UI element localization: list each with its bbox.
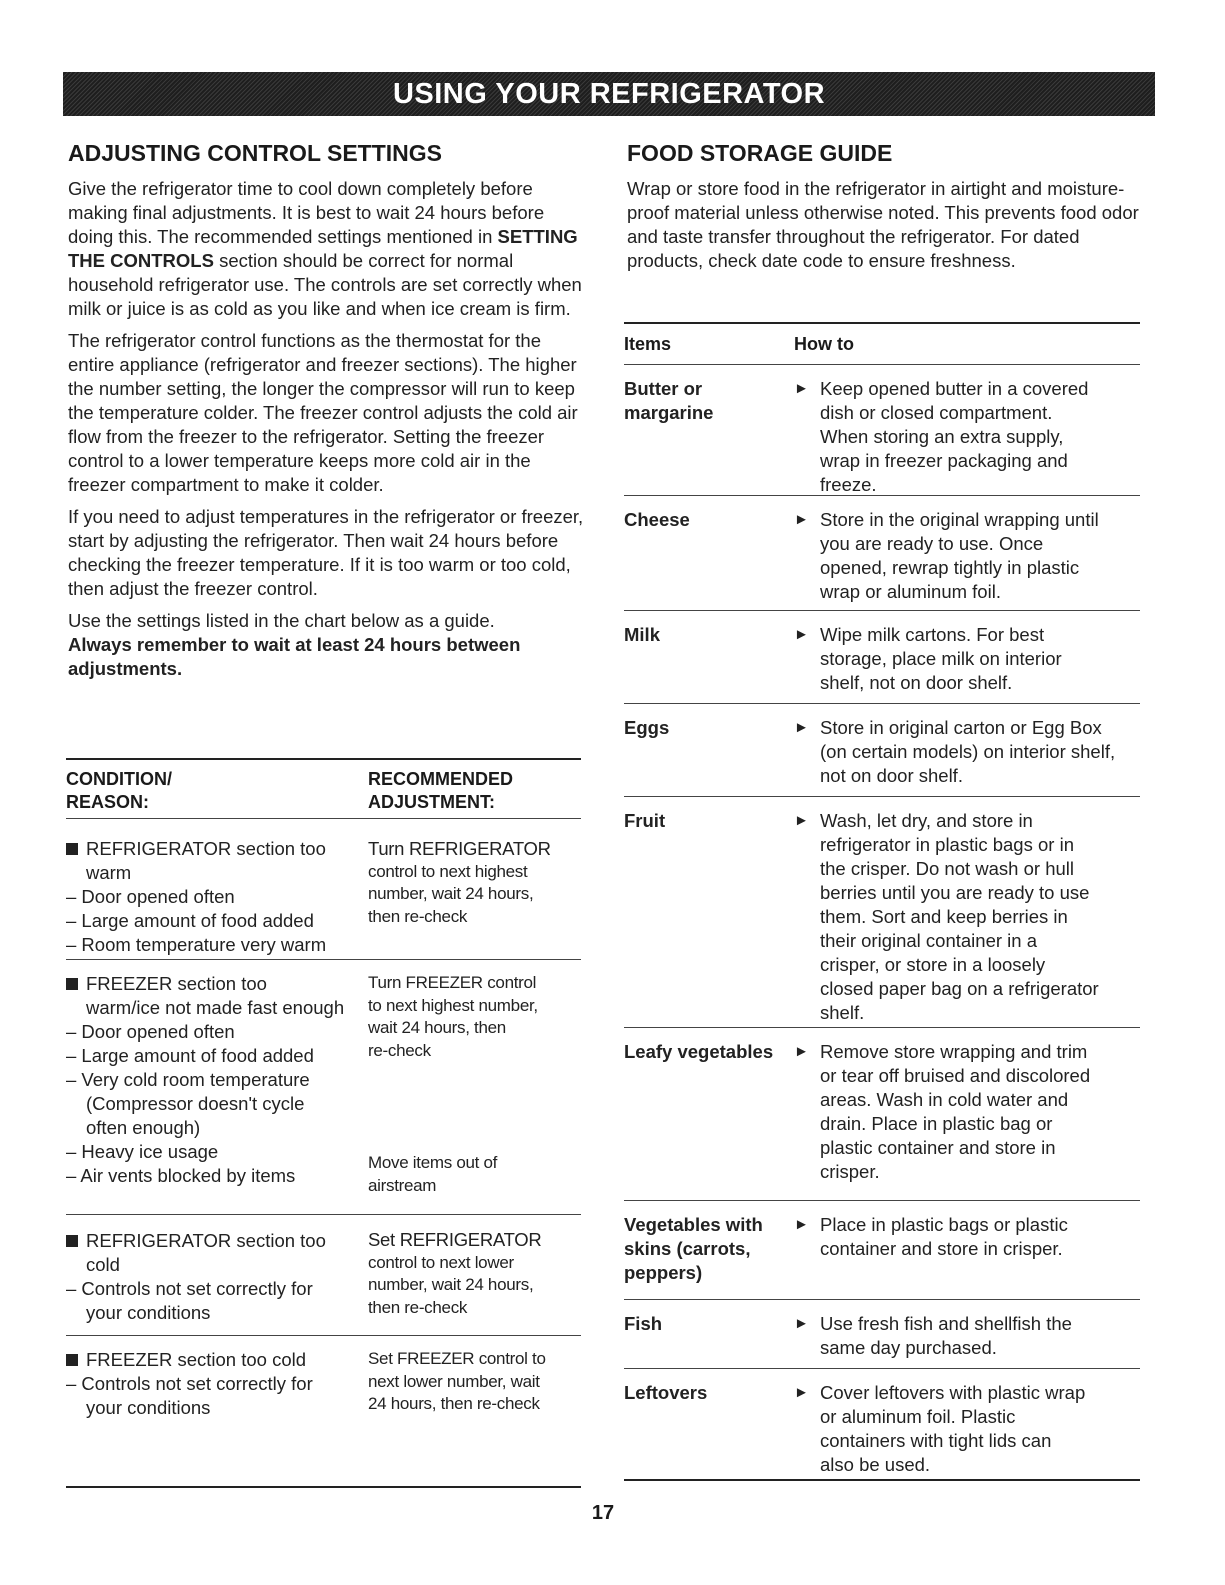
howto-line: Store in the original wrapping until bbox=[820, 509, 1099, 530]
storage-item-line: peppers) bbox=[624, 1262, 703, 1283]
howto-line: same day purchased. bbox=[820, 1337, 997, 1358]
howto-line: dish or closed compartment. bbox=[820, 402, 1053, 423]
howto-line: the crisper. Do not wash or hull bbox=[820, 858, 1074, 879]
howto-line: berries until you are ready to use bbox=[820, 882, 1090, 903]
storage-item bbox=[624, 377, 794, 495]
table-row bbox=[624, 611, 1140, 703]
control-table-header bbox=[66, 760, 581, 818]
page-number: 17 bbox=[591, 1502, 615, 1524]
header-condition-line1: CONDITION/ bbox=[66, 769, 172, 789]
arrow-bullet-icon: ► bbox=[794, 626, 809, 643]
howto-line: you are ready to use. Once bbox=[820, 533, 1044, 554]
adjusting-paragraph-3: If you need to adjust temperatures in the refrigerator or freezer, start by adjusting the refrigerator. Then wait 24 hours before checking the freezer temperature. If it is too warm or too cold, then adjust the freezer control. bbox=[68, 506, 584, 599]
storage-item bbox=[624, 508, 794, 610]
storage-table-header bbox=[624, 324, 1140, 364]
howto-line: Wipe milk cartons. For best bbox=[820, 624, 1045, 645]
howto-line: closed paper bag on a refrigerator bbox=[820, 978, 1099, 999]
adjustment-line: to next highest number, bbox=[368, 995, 538, 1015]
storage-howto bbox=[820, 623, 1140, 703]
howto-line: storage, place milk on interior bbox=[820, 648, 1062, 669]
condition-line: – Air vents blocked by items bbox=[66, 1165, 296, 1186]
header-adjustment bbox=[368, 768, 581, 818]
arrow-bullet-icon: ► bbox=[794, 1216, 809, 1233]
howto-line: also be used. bbox=[820, 1454, 931, 1475]
howto-line: drain. Place in plastic bag or bbox=[820, 1113, 1053, 1134]
howto-line: plastic container and store in bbox=[820, 1137, 1056, 1158]
condition-cell bbox=[66, 972, 368, 1214]
bullet-square-icon bbox=[66, 843, 78, 855]
arrow-bullet-icon: ► bbox=[794, 719, 809, 736]
p1-text-b: section should be correct for normal household refrigerator use. The controls are set correctly when milk or juice is as cold as you like and when ice cream is firm. bbox=[68, 250, 582, 319]
storage-howto bbox=[820, 1213, 1140, 1299]
howto-line: areas. Wash in cold water and bbox=[820, 1089, 1069, 1110]
storage-item-line: Butter or bbox=[624, 378, 703, 399]
table-row bbox=[624, 496, 1140, 610]
row-divider bbox=[624, 1479, 1140, 1481]
storage-item-line: skins (carrots, bbox=[624, 1238, 751, 1259]
condition-line: – Room temperature very warm bbox=[66, 934, 327, 955]
storage-howto bbox=[820, 1040, 1140, 1200]
storage-item-line: Eggs bbox=[624, 717, 670, 738]
storage-item-line: Cheese bbox=[624, 509, 690, 530]
condition-line: your conditions bbox=[86, 1302, 211, 1323]
condition-line bbox=[66, 972, 368, 996]
arrow-bullet-icon: ► bbox=[794, 812, 809, 829]
adjustment-cell bbox=[368, 1348, 581, 1486]
adjusting-paragraph-2: The refrigerator control functions as the thermostat for the entire appliance (refrigerator and freezer sections). The higher the number setting, the longer the compressor will run to keep the temperature colder. The freezer control adjusts the cold air flow from the freezer to the refrigerator. Setting the freezer control to a lower temperature keeps more cold air in the freezer compartment to make it colder. bbox=[68, 330, 578, 495]
storage-item bbox=[624, 623, 794, 703]
adjustment-line: re-check bbox=[368, 1040, 431, 1060]
banner-title: USING YOUR REFRIGERATOR bbox=[392, 77, 826, 110]
adjustment-cell bbox=[368, 972, 581, 1214]
bullet-square-icon bbox=[66, 978, 78, 990]
table-row bbox=[66, 1215, 581, 1335]
howto-line: or aluminum foil. Plastic bbox=[820, 1406, 1016, 1427]
table-row bbox=[624, 1369, 1140, 1479]
table-bottom-rule bbox=[66, 1486, 581, 1488]
howto-line: their original container in a bbox=[820, 930, 1037, 951]
storage-item-line: Leafy vegetables bbox=[624, 1041, 774, 1062]
condition-line: – Controls not set correctly for bbox=[66, 1373, 313, 1394]
condition-title: REFRIGERATOR section too bbox=[86, 1230, 326, 1251]
storage-howto bbox=[820, 508, 1140, 610]
p4-text: Use the settings listed in the chart below as a guide. bbox=[68, 610, 495, 631]
condition-line bbox=[66, 1229, 368, 1253]
adjustment-line: number, wait 24 hours, bbox=[368, 1275, 534, 1294]
condition-line: – Very cold room temperature bbox=[66, 1069, 310, 1090]
howto-line: Keep opened butter in a covered bbox=[820, 378, 1089, 399]
table-row bbox=[624, 365, 1140, 495]
condition-line: warm/ice not made fast enough bbox=[86, 997, 345, 1018]
p1-text-a: Give the refrigerator time to cool down completely before making final adjustments. It is best to wait 24 hours before doing this. The recommended settings mentioned in bbox=[68, 178, 545, 247]
arrow-bullet-icon: ► bbox=[794, 1384, 809, 1401]
storage-item bbox=[624, 1213, 794, 1299]
howto-line: containers with tight lids can bbox=[820, 1430, 1052, 1451]
condition-line: your conditions bbox=[86, 1397, 211, 1418]
adjustment-line: Move items out of bbox=[368, 1153, 498, 1172]
header-condition bbox=[66, 768, 368, 818]
food-storage-intro: Wrap or store food in the refrigerator in airtight and moisture-proof material unless otherwise noted. This prevents food odor and taste transfer throughout the refrigerator. For dated products, check date code to ensure freshness. bbox=[627, 178, 1139, 271]
adjustment-line: control to next lower bbox=[368, 1252, 514, 1272]
adjustment-line: next lower number, wait bbox=[368, 1371, 540, 1391]
howto-line: refrigerator in plastic bags or in bbox=[820, 834, 1074, 855]
condition-line: often enough) bbox=[86, 1117, 201, 1138]
adjustment-line: Turn REFRIGERATOR bbox=[368, 838, 551, 859]
adjusting-controls-section bbox=[68, 140, 588, 681]
condition-line: – Door opened often bbox=[66, 886, 235, 907]
table-row bbox=[66, 819, 581, 959]
condition-cell bbox=[66, 1229, 368, 1335]
condition-cell bbox=[66, 837, 368, 959]
condition-line: warm bbox=[86, 862, 132, 883]
condition-line: – Heavy ice usage bbox=[66, 1141, 219, 1162]
storage-item bbox=[624, 716, 794, 796]
adjustment-line: Set REFRIGERATOR bbox=[368, 1229, 542, 1250]
table-row bbox=[66, 1336, 581, 1486]
adjusting-paragraph-4 bbox=[68, 609, 588, 681]
adjustment-line: control to next highest bbox=[368, 861, 528, 881]
condition-line: – Controls not set correctly for bbox=[66, 1278, 313, 1299]
howto-line: Cover leftovers with plastic wrap bbox=[820, 1382, 1086, 1403]
arrow-bullet-icon: ► bbox=[794, 1043, 809, 1060]
section-banner bbox=[63, 72, 1155, 116]
storage-item bbox=[624, 809, 794, 1027]
howto-line: crisper. bbox=[820, 1161, 880, 1182]
howto-line: wrap or aluminum foil. bbox=[820, 581, 1001, 602]
storage-item bbox=[624, 1040, 794, 1200]
table-row bbox=[66, 960, 581, 1214]
storage-item-line: Milk bbox=[624, 624, 660, 645]
adjustment-line: Turn FREEZER control bbox=[368, 973, 537, 992]
bullet-square-icon bbox=[66, 1235, 78, 1247]
storage-item bbox=[624, 1381, 794, 1479]
howto-line: Place in plastic bags or plastic bbox=[820, 1214, 1068, 1235]
condition-line: cold bbox=[86, 1254, 120, 1275]
storage-howto bbox=[820, 809, 1140, 1027]
adjusting-controls-heading: ADJUSTING CONTROL SETTINGS bbox=[68, 140, 442, 166]
howto-line: them. Sort and keep berries in bbox=[820, 906, 1068, 927]
header-adjust-line2: ADJUSTMENT: bbox=[368, 792, 496, 812]
p4-bold-note: Always remember to wait at least 24 hours between adjustments. bbox=[68, 634, 521, 679]
adjustment-cell bbox=[368, 1229, 581, 1335]
adjustment-line: airstream bbox=[368, 1175, 437, 1195]
storage-howto bbox=[820, 377, 1140, 495]
header-howto: How to bbox=[794, 333, 854, 354]
food-storage-section bbox=[627, 140, 1152, 281]
storage-item-line: Fruit bbox=[624, 810, 666, 831]
condition-line bbox=[66, 1348, 368, 1372]
adjustment-line: Set FREEZER control to bbox=[368, 1349, 546, 1368]
storage-item bbox=[624, 1312, 794, 1368]
howto-line: freeze. bbox=[820, 474, 877, 495]
storage-rows bbox=[624, 365, 1140, 1481]
howto-line: Remove store wrapping and trim bbox=[820, 1041, 1088, 1062]
control-settings-table bbox=[66, 758, 581, 1488]
adjusting-paragraph-1 bbox=[68, 177, 588, 321]
header-adjust-line1: RECOMMENDED bbox=[368, 769, 514, 789]
storage-howto bbox=[820, 1381, 1140, 1479]
bullet-square-icon bbox=[66, 1354, 78, 1366]
arrow-bullet-icon: ► bbox=[794, 380, 809, 397]
adjustment-line: 24 hours, then re-check bbox=[368, 1394, 540, 1413]
howto-line: wrap in freezer packaging and bbox=[820, 450, 1068, 471]
storage-item-line: Leftovers bbox=[624, 1382, 708, 1403]
howto-line: container and store in crisper. bbox=[820, 1238, 1063, 1259]
table-row bbox=[624, 797, 1140, 1027]
howto-line: shelf, not on door shelf. bbox=[820, 672, 1013, 693]
header-condition-line2: REASON: bbox=[66, 792, 150, 812]
arrow-bullet-icon: ► bbox=[794, 1315, 809, 1332]
table-row bbox=[624, 704, 1140, 796]
p1-bold-ref: SETTING THE CONTROLS bbox=[68, 226, 578, 271]
food-storage-heading: FOOD STORAGE GUIDE bbox=[627, 140, 893, 166]
howto-line: not on door shelf. bbox=[820, 765, 963, 786]
arrow-bullet-icon: ► bbox=[794, 511, 809, 528]
condition-title: REFRIGERATOR section too bbox=[86, 838, 326, 859]
howto-line: shelf. bbox=[820, 1002, 865, 1023]
adjustment-line: then re-check bbox=[368, 1297, 468, 1317]
storage-item-line: Fish bbox=[624, 1313, 663, 1334]
table-row bbox=[624, 1300, 1140, 1368]
howto-line: (on certain models) on interior shelf, bbox=[820, 741, 1116, 762]
condition-line: – Large amount of food added bbox=[66, 1045, 314, 1066]
adjustment-line: number, wait 24 hours, bbox=[368, 884, 534, 903]
adjustment-line: then re-check bbox=[368, 906, 468, 926]
howto-line: crisper, or store in a loosely bbox=[820, 954, 1046, 975]
storage-howto bbox=[820, 716, 1140, 796]
header-items: Items bbox=[624, 333, 672, 354]
condition-line: – Large amount of food added bbox=[66, 910, 314, 931]
howto-line: Wash, let dry, and store in bbox=[820, 810, 1033, 831]
adjustment-line: wait 24 hours, then bbox=[368, 1018, 506, 1037]
condition-title: FREEZER section too cold bbox=[86, 1349, 307, 1370]
storage-item-line: Vegetables with bbox=[624, 1214, 763, 1235]
food-storage-table bbox=[624, 322, 1140, 1481]
condition-line: – Door opened often bbox=[66, 1021, 235, 1042]
howto-line: Use fresh fish and shellfish the bbox=[820, 1313, 1072, 1334]
condition-line: (Compressor doesn't cycle bbox=[86, 1093, 305, 1114]
adjustment-cell bbox=[368, 837, 581, 959]
howto-line: Store in original carton or Egg Box bbox=[820, 717, 1102, 738]
table-row bbox=[624, 1201, 1140, 1299]
condition-line bbox=[66, 837, 368, 861]
table-row bbox=[624, 1028, 1140, 1200]
howto-line: or tear off bruised and discolored bbox=[820, 1065, 1091, 1086]
storage-howto bbox=[820, 1312, 1140, 1368]
condition-cell bbox=[66, 1348, 368, 1486]
howto-line: opened, rewrap tightly in plastic bbox=[820, 557, 1080, 578]
storage-item-line: margarine bbox=[624, 402, 714, 423]
howto-line: When storing an extra supply, bbox=[820, 426, 1064, 447]
condition-title: FREEZER section too bbox=[86, 973, 267, 994]
